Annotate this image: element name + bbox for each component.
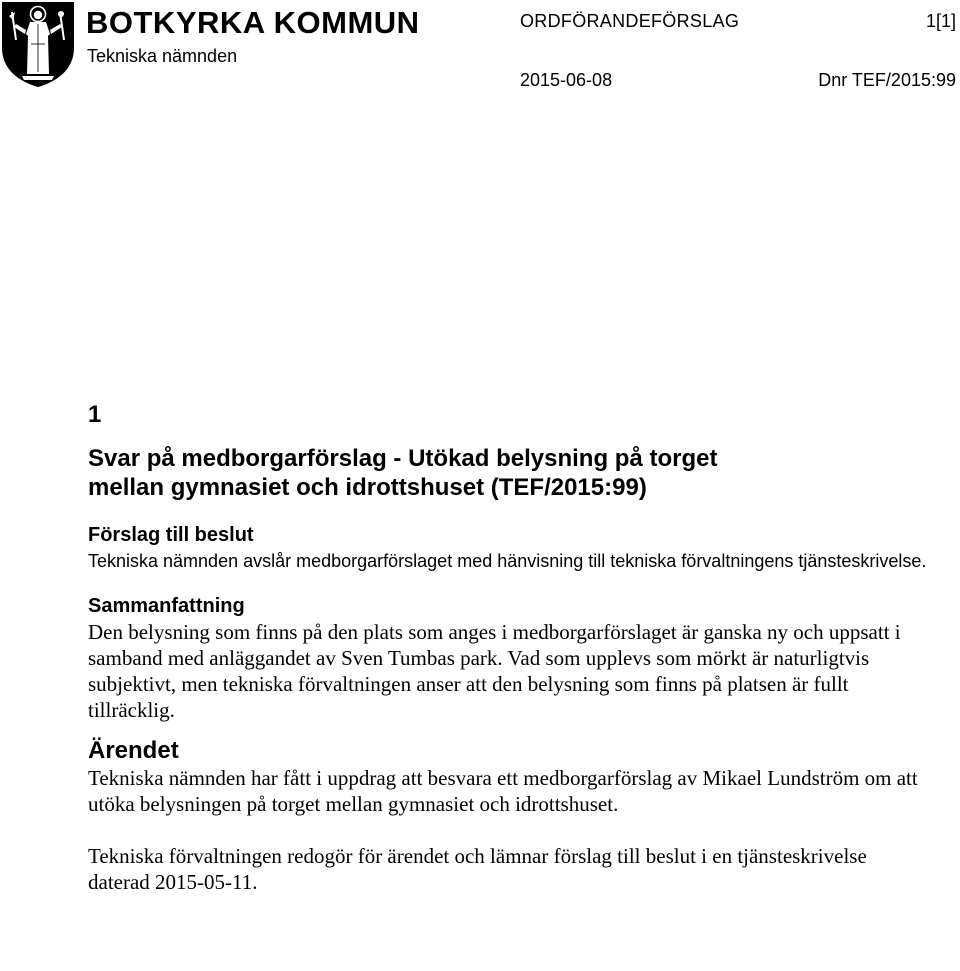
forslag-text: Tekniska nämnden avslår medborgarförslaget med hänvisning till tekniska förvaltningens tjänsteskrivelse. <box>88 551 927 571</box>
section-arendet <box>88 737 928 895</box>
document-body <box>88 400 928 895</box>
arendet-heading: Ärendet <box>88 737 179 764</box>
arendet-paragraph: Tekniska förvaltningen redogör för ärendet och lämnar förslag till beslut i en tjänsteskrivelse daterad 2015-05-11. <box>88 844 867 894</box>
department-name: Tekniska nämnden <box>87 46 238 66</box>
page-number: 1[1] <box>925 11 956 31</box>
arendet-paragraph: Tekniska nämnden har fått i uppdrag att besvara ett medborgarförslag av Mikael Lundström om att utöka belysningen på torget mellan gymnasiet och idrottshuset. <box>88 766 918 816</box>
sammanfattning-heading: Sammanfattning <box>88 595 245 617</box>
forslag-heading: Förslag till beslut <box>88 524 254 546</box>
sammanfattning-text: Den belysning som finns på den plats som anges i medborgarförslaget är ganska ny och uppsatt i samband med anläggandet av Sven Tumbas park. Vad som upplevs som mörkt är naturligtvis subjektivt, men tekniska förvaltningen anser att den belysning som finns på platsen är fullt tillräcklig. <box>88 620 901 722</box>
document-type: ORDFÖRANDEFÖRSLAG <box>520 11 740 31</box>
section-sammanfattning <box>88 593 928 723</box>
organization-name: BOTKYRKA KOMMUN <box>86 5 420 40</box>
document-title: Svar på medborgarförslag - Utökad belysning på torget mellan gymnasiet och idrottshuset (TEF/2015:99) <box>88 445 718 501</box>
section-forslag <box>88 522 928 575</box>
document-dnr: Dnr TEF/2015:99 <box>818 70 956 90</box>
botkyrka-coat-of-arms-icon <box>0 0 76 88</box>
document-date: 2015-06-08 <box>520 70 613 90</box>
item-number: 1 <box>88 401 102 428</box>
